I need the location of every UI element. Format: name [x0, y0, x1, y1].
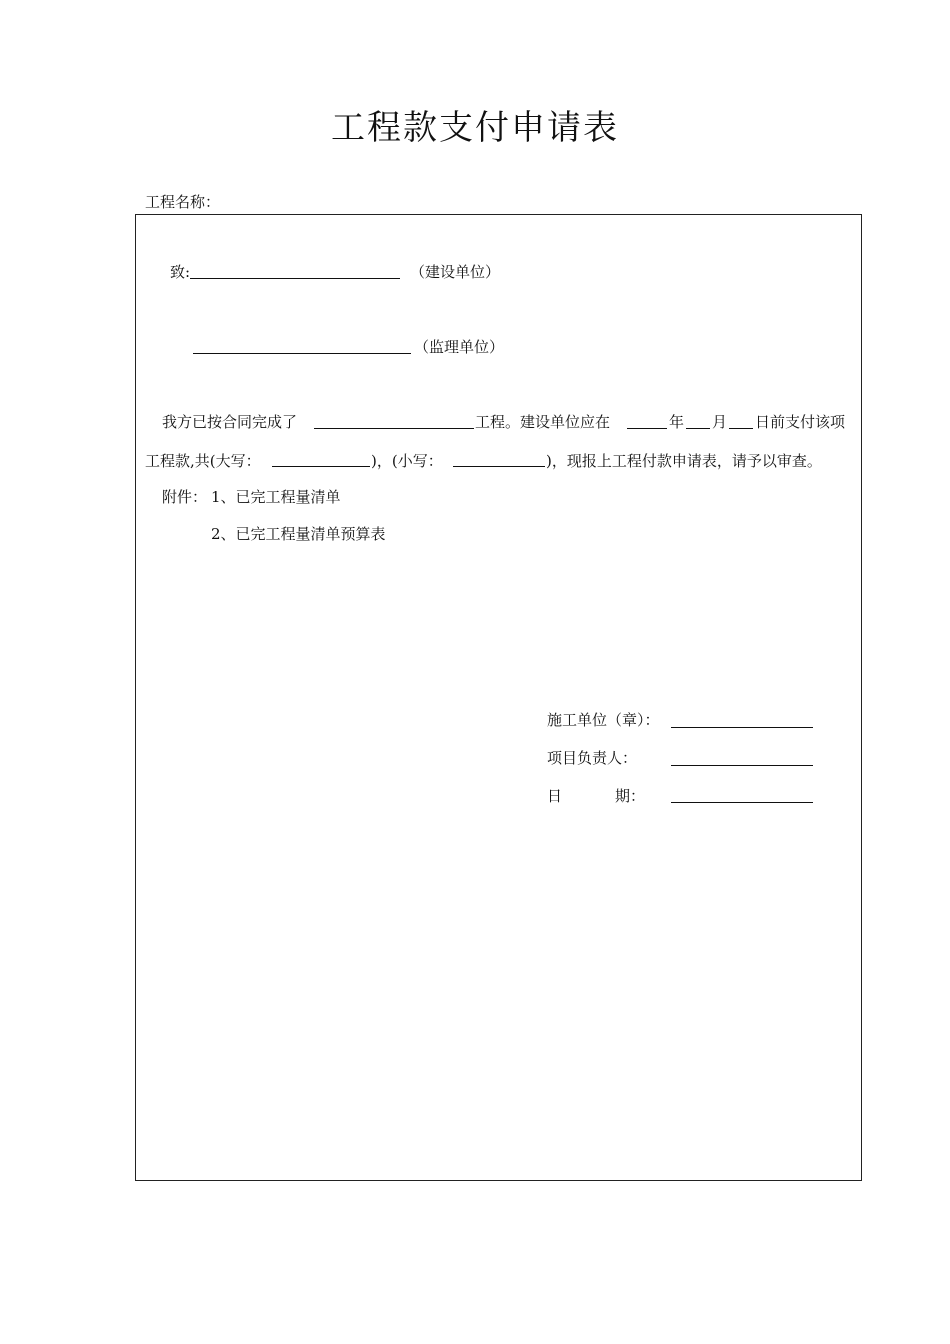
body-line2-text-c: )，现报上工程付款申请表，请予以审查。 [546, 452, 822, 470]
owner-name-field[interactable] [190, 278, 400, 279]
date-field[interactable] [671, 802, 813, 803]
amount-words-field[interactable] [272, 466, 370, 467]
supervisor-unit-label: （监理单位） [414, 338, 505, 356]
body-line1-text-b: 工程。建设单位应在 [475, 413, 611, 431]
page-title: 工程款支付申请表 [331, 108, 619, 148]
project-manager-field[interactable] [671, 765, 813, 766]
project-manager-label: 项目负责人： [547, 749, 638, 767]
owner-unit-label: （建设单位） [410, 263, 501, 281]
attachment-item-2: 2、已完工程量清单预算表 [211, 525, 386, 543]
amount-figures-field[interactable] [453, 466, 545, 467]
year-field[interactable] [627, 428, 667, 429]
year-label: 年 [669, 413, 685, 431]
month-label: 月 [712, 413, 728, 431]
body-line2-text-a: 工程款,共(大写： [145, 452, 261, 470]
date-label-char2: 期： [615, 787, 646, 805]
body-line1-text-c: 日前支付该项 [755, 413, 846, 431]
supervisor-name-field[interactable] [193, 353, 411, 354]
attachment-item-1: 1、已完工程量清单 [211, 488, 341, 506]
day-field[interactable] [729, 428, 753, 429]
to-label: 致: [170, 263, 191, 281]
completed-project-field[interactable] [314, 428, 474, 429]
body-line1-text-a: 我方已按合同完成了 [162, 413, 298, 431]
body-line2-text-b: )，(小写： [371, 452, 443, 470]
form-border [135, 214, 862, 1181]
attachments-label: 附件： [162, 488, 208, 506]
contractor-seal-label: 施工单位（章）： [547, 711, 660, 729]
month-field[interactable] [686, 428, 710, 429]
contractor-seal-field[interactable] [671, 727, 813, 728]
project-name-label: 工程名称： [145, 193, 221, 211]
date-label-char1: 日 [547, 787, 563, 805]
